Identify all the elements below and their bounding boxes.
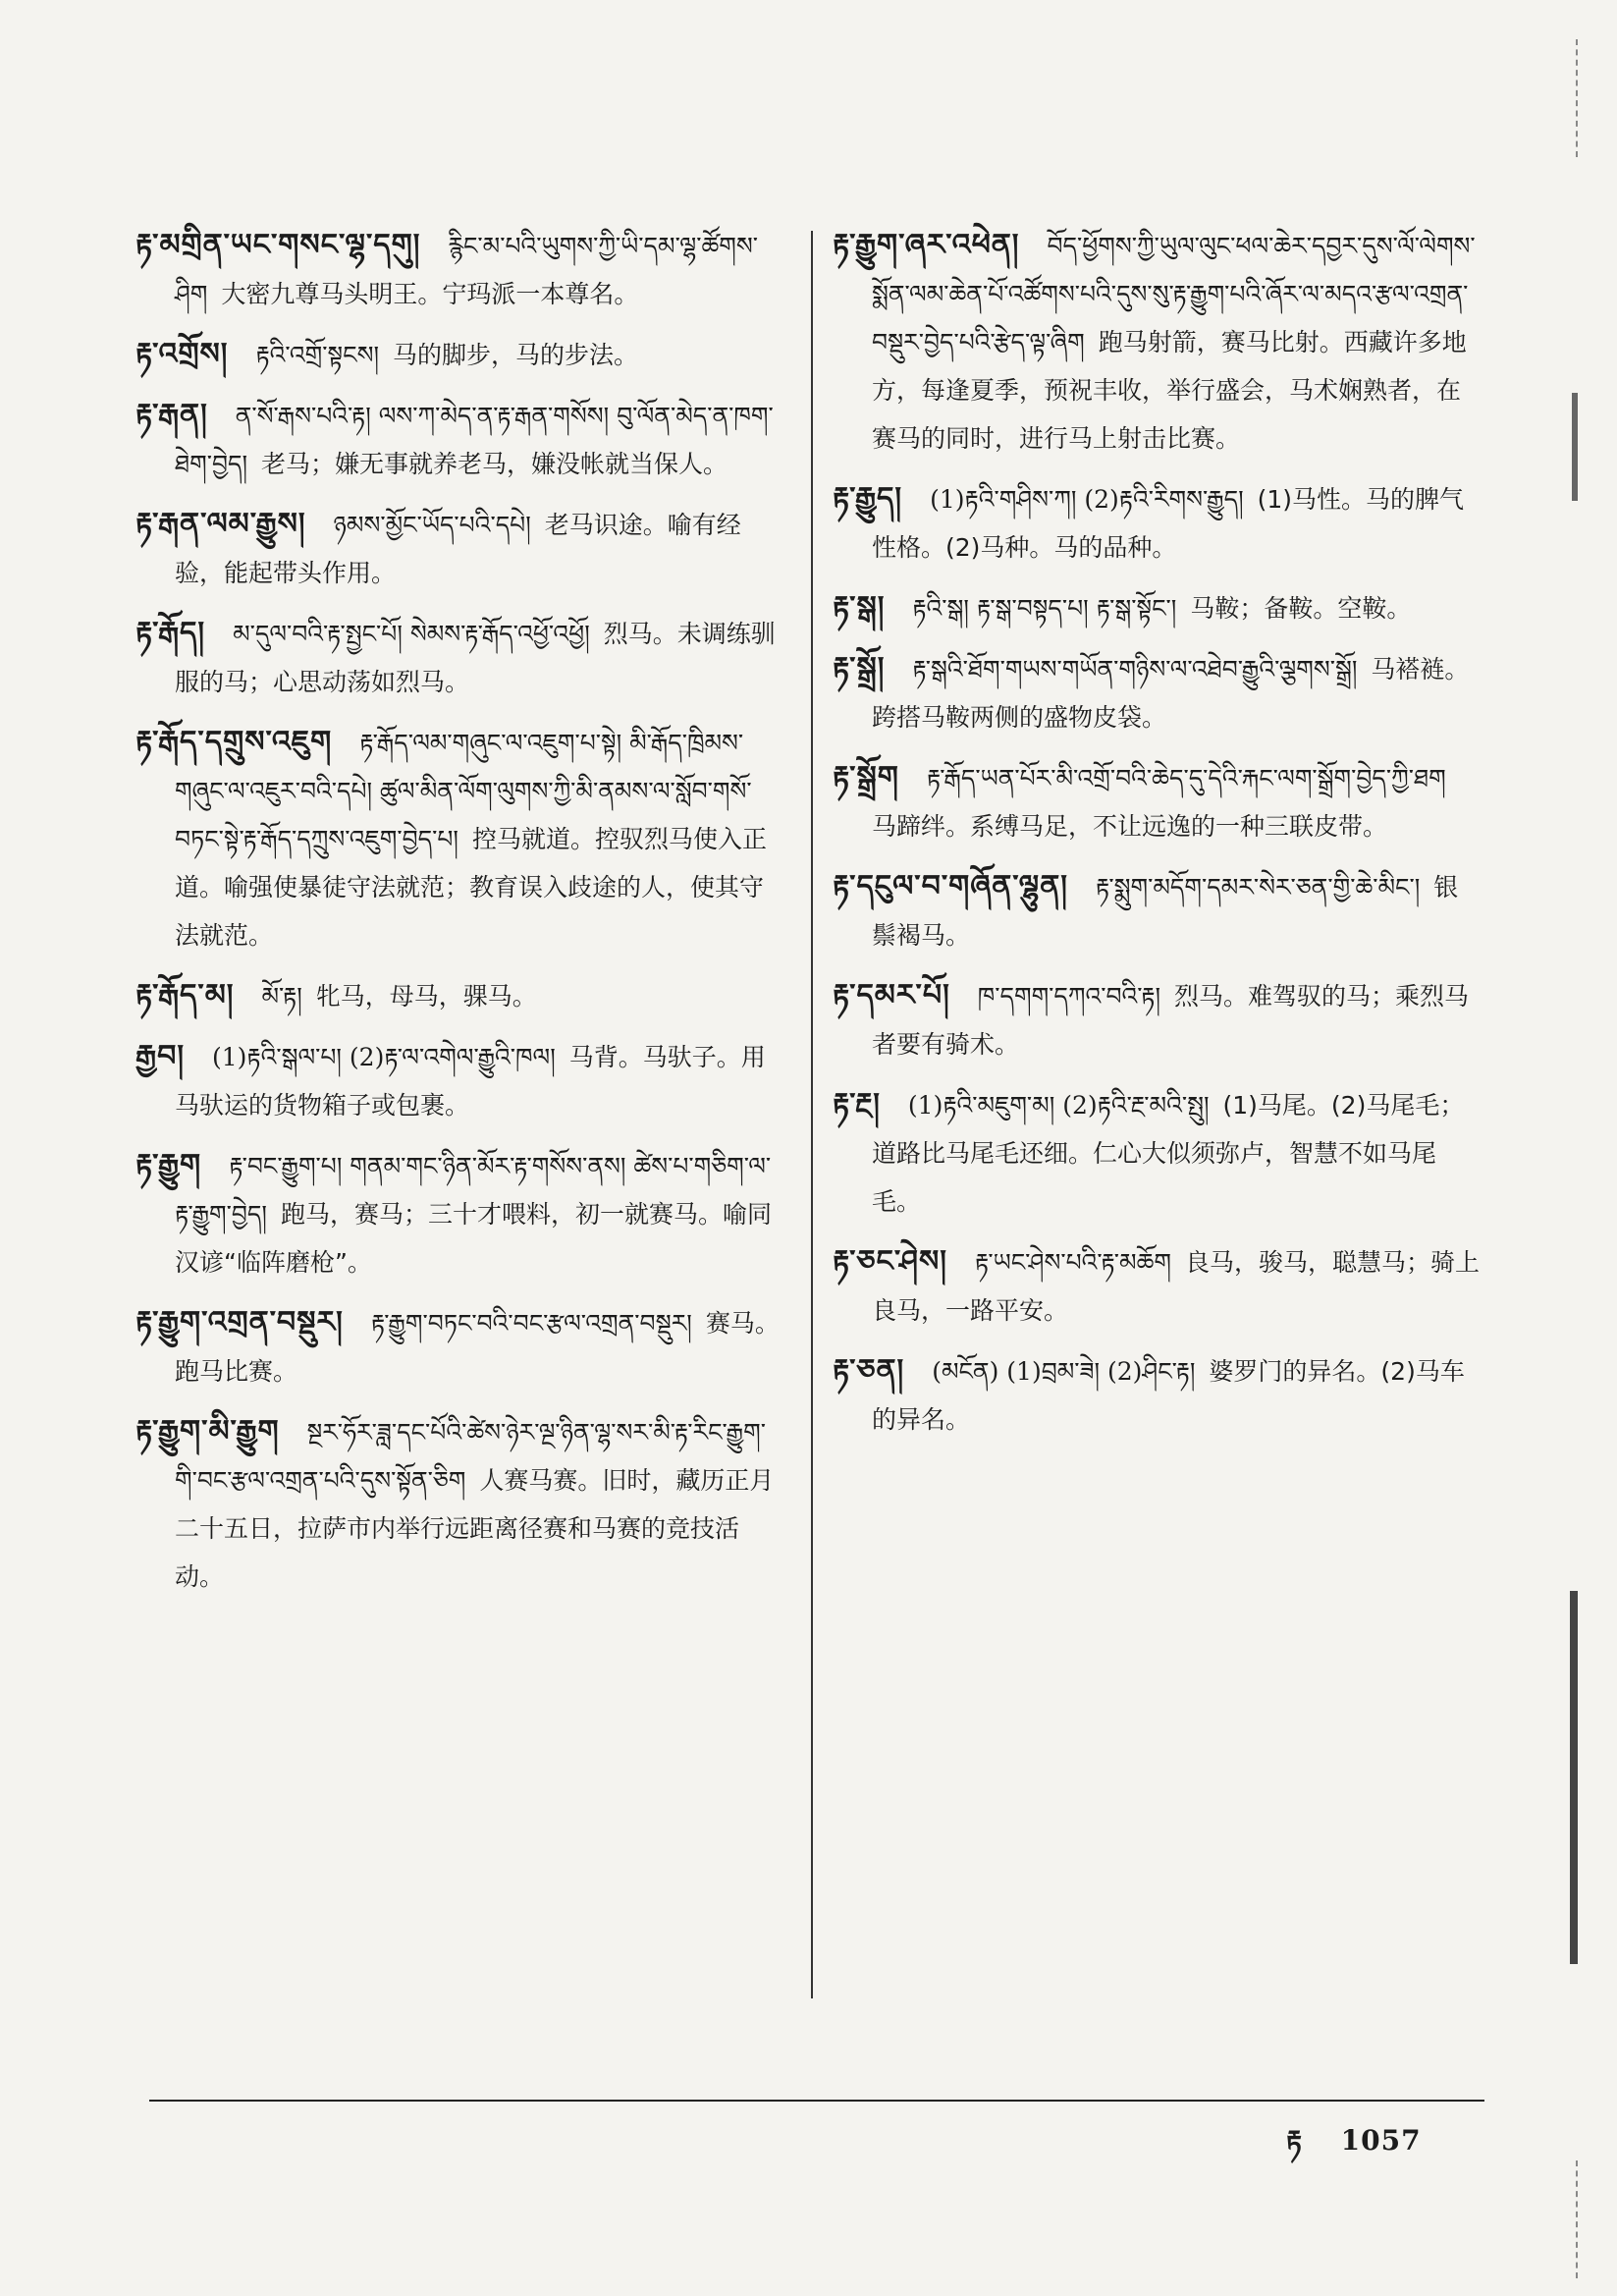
entry-chinese-definition: (1)马性。马的脾气性格。(2)马种。马的品种。 <box>872 485 1465 562</box>
entry-chinese-definition: 大密九尊马头明王。宁玛派一本尊名。 <box>221 280 639 308</box>
entry-headword: རྟ་སྒ། <box>833 590 886 625</box>
entry-chinese-definition: 控马就道。控驭烈马使入正道。喻强使暴徒守法就范；教育误入歧途的人，使其守法就范。 <box>175 825 767 950</box>
entry-headword: རྟ་རྒྱུག <box>135 1148 202 1182</box>
entry-chinese-definition: 马的脚步，马的步法。 <box>393 341 639 369</box>
dictionary-entry <box>135 971 783 1020</box>
entry-headword: རྟ་སྒྲོ། <box>833 651 886 685</box>
entry-headword: རྟ་རྒོད་དགྲུས་འཇུག <box>135 725 333 759</box>
page-number: 1057 <box>1340 2124 1422 2157</box>
entry-tibetan-definition: (1)རྟའི་མཇུག་མ། (2)རྟའི་རྔ་མའི་སྤུ། <box>907 1091 1210 1120</box>
entry-headword: རྟ་རྒན་ལམ་རྒྱུས། <box>135 507 306 541</box>
dictionary-entry <box>135 330 783 379</box>
right-column <box>833 221 1481 1455</box>
entry-headword: རྟ་འགྲོས། <box>135 337 229 371</box>
entry-chinese-definition: 银鬃褐马。 <box>872 873 1459 950</box>
entry-chinese-definition: 老马；嫌无事就养老马，嫌没帐就当保人。 <box>261 450 728 478</box>
scan-edge-mark <box>1576 39 1599 157</box>
entry-tibetan-definition: རྟ་བང་རྒྱུག་པ། གནམ་གང་ཉིན་མོར་རྟ་གསོས་ནས། ཚེས་པ་གཅིག་ལ་རྟ་རྒྱུག་བྱེད། <box>175 1152 772 1229</box>
dictionary-entry <box>833 1237 1481 1335</box>
entry-chinese-definition: 婆罗门的异名。(2)马车的异名。 <box>872 1357 1465 1434</box>
dictionary-entry <box>833 221 1481 463</box>
dictionary-entry <box>833 753 1481 850</box>
page-footer <box>1286 2109 1422 2187</box>
entry-chinese-definition: 赛马。跑马比赛。 <box>175 1309 780 1386</box>
entry-tibetan-definition: (མངོན) (1)བྲམ་ཟེ། (2)ཤིང་རྟ། <box>932 1357 1196 1386</box>
dictionary-entry <box>135 609 783 706</box>
entry-chinese-definition: 马背。马驮子。用马驮运的货物箱子或包裹。 <box>175 1043 766 1120</box>
entry-tibetan-definition: ཉམས་མྱོང་ཡོད་པའི་དཔེ། <box>333 511 531 539</box>
column-divider <box>811 231 813 1998</box>
dictionary-entry <box>833 862 1481 959</box>
entry-tibetan-definition: རྙིང་མ་པའི་ཡུགས་ཀྱི་ཡི་དམ་ལྷ་ཚོགས་ཤིག <box>175 232 759 308</box>
dictionary-entry <box>833 583 1481 632</box>
dictionary-entry <box>135 1407 783 1601</box>
entry-chinese-definition: 烈马。未调练驯服的马；心思动荡如烈马。 <box>175 620 776 696</box>
scan-edge-mark <box>1570 1591 1599 1964</box>
dictionary-entry <box>135 1298 783 1395</box>
entry-headword: རྟ་རྒན། <box>135 398 208 432</box>
entry-headword: རྟ་རྒྱུག་འགྲན་བསྡུར། <box>135 1305 344 1339</box>
entry-headword: རྟ་མགྲིན་ཡང་གསང་ལྷ་དགུ། <box>135 228 421 262</box>
entry-headword: རྟ་ཅང་ཤེས། <box>833 1244 947 1279</box>
entry-headword: རྟ་རྒྱུག་ཞར་འཕེན། <box>833 228 1020 262</box>
entry-chinese-definition: 人赛马赛。旧时，藏历正月二十五日，拉萨市内举行远距离径赛和马赛的竞技活动。 <box>175 1466 775 1591</box>
dictionary-entry <box>833 474 1481 572</box>
dictionary-entry <box>833 644 1481 741</box>
dictionary-entry <box>135 221 783 318</box>
dictionary-entry <box>135 1032 783 1129</box>
entry-tibetan-definition: མོ་རྟ། <box>261 982 302 1011</box>
entry-headword: རྟ་རྒྱུག་མི་རྒྱུག <box>135 1414 280 1449</box>
dictionary-entry <box>135 1141 783 1286</box>
dictionary-entry <box>135 391 783 488</box>
entry-tibetan-definition: རྟ་སྨུག་མདོག་དམར་སེར་ཅན་གྱི་ཆེ་མིང་། <box>1095 873 1421 902</box>
footer-rule <box>149 2100 1484 2102</box>
entry-chinese-definition: 烈马。难驾驭的马；乘烈马者要有骑术。 <box>872 982 1470 1059</box>
entry-chinese-definition: 马鞍；备鞍。空鞍。 <box>1190 594 1412 623</box>
entry-tibetan-definition: རྟ་རྒོད་ལམ་གཞུང་ལ་འཇུག་པ་སྟེ། མི་རྒོད་ཁྲིམས་གཞུང་ལ་འཇུར་བའི་དཔེ། ཚུལ་མིན་ལོག་ལུགས་ཀྱི་མི་ནམས་ལ་སློབ་གསོ་བཏང་སྟེ་རྟ་རྒོད་དཀྲུས་འཇུག་བྱེད་པ། <box>175 729 752 853</box>
entry-tibetan-definition: རྟའི་སྒ། རྟ་སྒ་བསྟད་པ། རྟ་སྒ་སྟོང་། <box>912 594 1177 623</box>
entry-chinese-definition: 马蹄绊。系缚马足，不让远逸的一种三联皮带。 <box>872 812 1388 841</box>
entry-tibetan-definition: (1)རྟའི་གཤིས་ཀ། (2)རྟའི་རིགས་རྒྱུད། <box>930 485 1244 514</box>
dictionary-entry <box>135 718 783 959</box>
entry-tibetan-definition: རྟ་རྒོད་ཡན་པོར་མི་འགྲོ་བའི་ཆེད་དུ་དེའི་རྐང་ལག་སྒྲོག་བྱེད་ཀྱི་ཐག <box>926 764 1446 793</box>
entry-headword: རྟ་དངུལ་བ་གཞོན་ལྷུན། <box>833 869 1068 903</box>
entry-chinese-definition: (1)马尾。(2)马尾毛；道路比马尾毛还细。仁心大似须弥卢，智慧不如马尾毛。 <box>872 1091 1465 1216</box>
entry-headword: རྟ་རྒྱུད། <box>833 481 903 516</box>
entry-headword: རྟ་སྒྲོག <box>833 760 899 794</box>
entry-tibetan-definition: རྟ་སྒའི་ཐོག་གཡས་གཡོན་གཉིས་ལ་འཐེབ་རྒྱུའི་ལྕགས་སྒྲོ། <box>912 655 1358 683</box>
dictionary-entry <box>833 971 1481 1068</box>
entry-tibetan-definition: རྟ་རྒྱུག་བཏང་བའི་བང་རྩལ་འགྲན་བསྡུར། <box>370 1309 692 1338</box>
entry-tibetan-definition: སྔར་ཧོར་ཟླ་དང་པོའི་ཚེས་ཉེར་ལྔ་ཉིན་ལྷ་སར་མི་རྟ་རིང་རྒྱུག་གི་བང་རྩལ་འགྲན་པའི་དུས་སྟོན་ཅིག <box>175 1418 766 1495</box>
entry-tibetan-definition: (1)རྟའི་སྒལ་པ། (2)རྟ་ལ་འགེལ་རྒྱུའི་ཁལ། <box>212 1043 556 1071</box>
entry-chinese-definition: 马褡裢。跨搭马鞍两侧的盛物皮袋。 <box>872 655 1470 732</box>
entry-headword: རྟ་རྔ། <box>833 1087 881 1121</box>
entry-chinese-definition: 牝马，母马，骒马。 <box>315 982 537 1011</box>
entry-tibetan-definition: མ་དུལ་བའི་རྟ་སྤྱང་པོ། སེམས་རྟ་རྒོད་འཕྱོ་འཕྱོ། <box>233 620 590 648</box>
entry-tibetan-definition: བོད་ཕྱོགས་ཀྱི་ཡུལ་ལུང་ཕལ་ཆེར་དབྱར་དུས་ལོ་ལེགས་སྨོན་ལམ་ཆེན་པོ་འཚོགས་པའི་དུས་སུ་རྟ་རྒྱུག་པའི་ཞོར་ལ་མདའ་རྩལ་འགྲན་བསྡུར་བྱེད་པའི་རྩེད་ལྟ་ཞིག <box>872 232 1476 356</box>
entry-tibetan-definition: རྟ་ཡང་ཤེས་པའི་རྟ་མཆོག <box>974 1248 1172 1277</box>
left-column <box>135 221 783 1613</box>
dictionary-entry <box>135 500 783 597</box>
entry-tibetan-definition: རྟའི་འགྲོ་སྟངས། <box>255 341 380 369</box>
entry-headword: རྟ་རྒོད། <box>135 616 206 650</box>
entry-tibetan-definition: ཁ་དགག་དཀའ་བའི་རྟ། <box>977 982 1161 1011</box>
entry-chinese-definition: 老马识途。喻有经验，能起带头作用。 <box>175 511 741 587</box>
entry-headword: རྟ་ཅན། <box>833 1353 905 1388</box>
scan-edge-mark <box>1576 2160 1599 2278</box>
entry-headword: རྒྱབ། <box>135 1039 186 1073</box>
section-letter: རྟ <box>1286 2124 1303 2157</box>
entry-tibetan-definition: ན་སོ་རྒས་པའི་རྟ། ལས་ཀ་མེད་ན་རྟ་རྒན་གསོས། བུ་ལོན་མེད་ན་ཁག་ཐེག་བྱེད། <box>175 402 774 478</box>
scan-edge-mark <box>1572 393 1599 501</box>
entry-chinese-definition: 跑马射箭，赛马比射。西藏许多地方，每逢夏季，预祝丰收，举行盛会，马术娴熟者，在赛马的同时，进行马上射击比赛。 <box>872 328 1467 453</box>
entry-headword: རྟ་རྒོད་མ། <box>135 978 235 1012</box>
entry-chinese-definition: 跑马，赛马；三十才喂料，初一就赛马。喻同汉谚“临阵磨枪”。 <box>175 1200 772 1277</box>
dictionary-entry <box>833 1080 1481 1226</box>
entry-chinese-definition: 良马，骏马，聪慧马；骑上良马，一路平安。 <box>872 1248 1481 1325</box>
dictionary-entry <box>833 1346 1481 1444</box>
entry-headword: རྟ་དམར་པོ། <box>833 978 950 1012</box>
